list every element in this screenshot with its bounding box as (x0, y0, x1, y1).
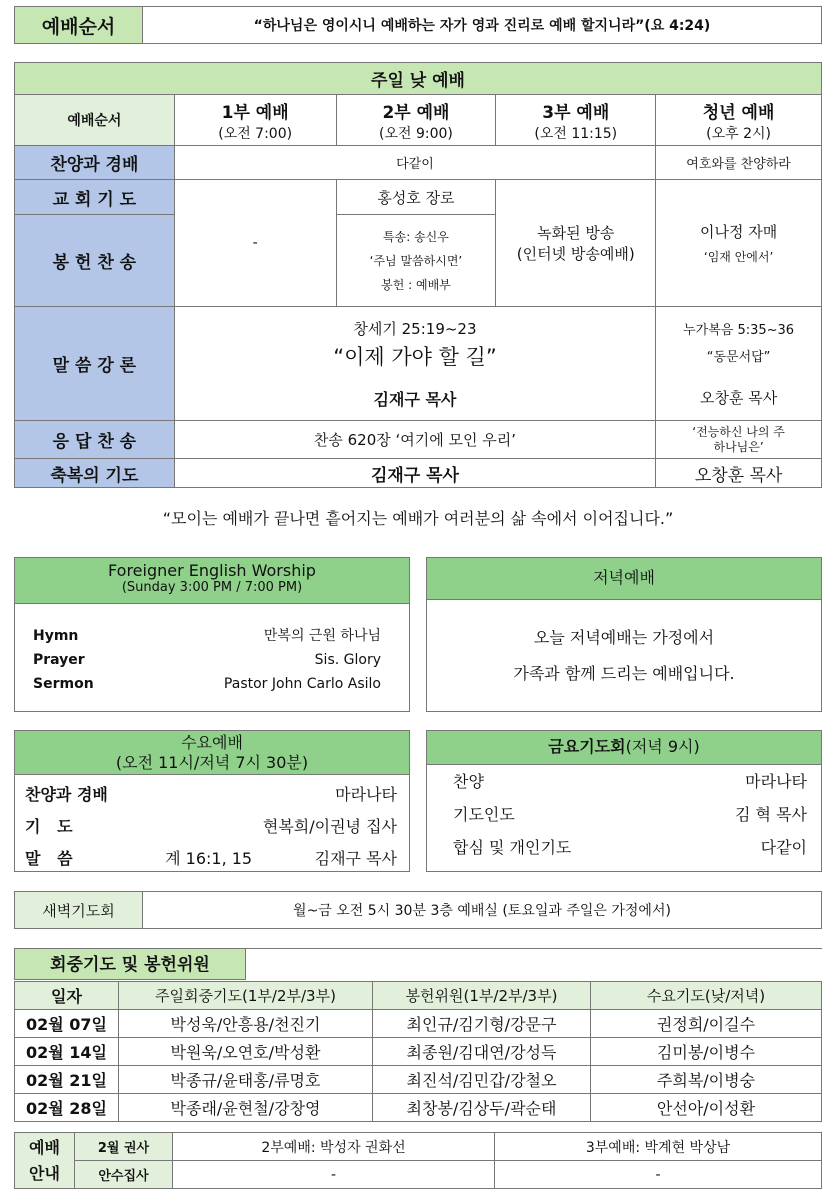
s3-broadcast: 녹화된 방송 (인터넷 방송예배) (496, 180, 656, 307)
friday-item: 합심 및 개인기도 다같이 (453, 838, 807, 857)
wednesday-title-bar (15, 731, 409, 775)
guide-r1-key: 2월 권사 (75, 1133, 173, 1161)
sunday-worship-table (14, 62, 822, 488)
row-response-label: 응 답 찬 송 (15, 421, 175, 459)
row-praise-all: 다같이 (174, 146, 655, 180)
guide-r1-a: 2부예배: 박성자 권화선 (173, 1133, 495, 1161)
row-blessing-label: 축복의 기도 (15, 459, 175, 488)
offering-youth: 이나정 자매 ‘임재 안에서’ (656, 180, 822, 307)
english-title-bar (15, 558, 409, 604)
table-row: 02월 28일 박종래/윤현철/강창영 최창봉/김상두/곽순태 안선아/이성환 (15, 1094, 822, 1122)
friday-item: 찬양 마라나타 (453, 772, 807, 791)
english-worship-box (14, 557, 410, 712)
service-1-header: 1부 예배 (오전 7:00) (174, 95, 336, 146)
guide-r2-b: - (495, 1161, 822, 1189)
wednesday-prayer: 기 도 현복희/이권녕 집사 (25, 817, 397, 836)
english-item: Sermon Pastor John Carlo Asilo (33, 676, 381, 692)
roster-rule (246, 948, 822, 949)
header-label: 예배순서 (15, 7, 143, 43)
closing-quote: “모이는 예배가 끝나면 흩어지는 예배가 여러분의 삶 속에서 이어집니다.” (162, 509, 674, 528)
service-2-header: 2부 예배 (오전 9:00) (336, 95, 496, 146)
sunday-title: 주일 낮 예배 (15, 63, 822, 95)
prayer-s2: 홍성호 장로 (336, 180, 496, 215)
roster-header-row: 일자 주일회중기도(1부/2부/3부) 봉헌위원(1부/2부/3부) 수요기도(낮/저녁) (15, 982, 822, 1010)
table-row: 02월 07일 박성욱/안흥용/천진기 최인규/김기형/강문구 권정희/이길수 (15, 1010, 822, 1038)
service-youth-header: 청년 예배 (오후 2시) (656, 95, 822, 146)
english-time: (Sunday 3:00 PM / 7:00 PM) (121, 580, 303, 595)
roster-table (14, 981, 822, 1122)
guide-label: 예배 안내 (15, 1133, 75, 1189)
friday-time: (저녁 9시) (625, 737, 700, 756)
friday-item: 기도인도 김 혁 목사 (453, 805, 807, 824)
row-offering-label: 봉 헌 찬 송 (15, 215, 175, 307)
evening-title: 저녁예배 (427, 558, 821, 600)
dawn-label: 새벽기도회 (15, 892, 143, 928)
evening-line2: 가족과 함께 드리는 예배입니다. (513, 664, 735, 683)
sermon-main: 창세기 25:19~23 “이제 가야 할 길” 김재구 목사 (174, 307, 655, 421)
row-sermon-label: 말 씀 강 론 (15, 307, 175, 421)
service-3-header: 3부 예배 (오전 11:15) (496, 95, 656, 146)
wednesday-time: (오전 11시/저녁 7시 30분) (115, 753, 309, 772)
english-title: Foreigner English Worship (108, 561, 316, 580)
guide-r2-key: 안수집사 (75, 1161, 173, 1189)
response-hymn: 찬송 620장 ‘여기에 모인 우리’ (174, 421, 655, 459)
table-row: 02월 21일 박종규/윤태홍/류명호 최진석/김민갑/강철오 주희복/이병숭 (15, 1066, 822, 1094)
guide-table (14, 1132, 822, 1189)
header-verse: “하나님은 영이시니 예배하는 자가 영과 진리로 예배 할지니라”(요 4:24) (253, 18, 711, 34)
friday-title: 금요기도회 (548, 737, 626, 756)
blessing-youth: 오창훈 목사 (656, 459, 822, 488)
guide-r2-a: - (173, 1161, 495, 1189)
wednesday-praise: 찬양과 경배 마라나타 (25, 785, 397, 804)
dawn-text: 월~금 오전 5시 30분 3층 예배실 (토요일과 주일은 가정에서) (293, 903, 671, 919)
evening-line1: 오늘 저녁예배는 가정에서 (533, 628, 715, 647)
sermon-youth: 누가복음 5:35~36 “동문서답” 오창훈 목사 (656, 307, 822, 421)
row-praise-label: 찬양과 경배 (15, 146, 175, 180)
row-prayer-label: 교 회 기 도 (15, 180, 175, 215)
friday-title-bar (427, 731, 821, 765)
blessing-pastor: 김재구 목사 (174, 459, 655, 488)
english-item: Hymn 만복의 근원 하나님 (33, 628, 381, 644)
evening-worship-box (426, 557, 822, 712)
response-youth: ‘전능하신 나의 주 하나님은’ (656, 421, 822, 459)
table-row: 02월 14일 박원욱/오연호/박성환 최종원/김대연/강성득 김미봉/이병수 (15, 1038, 822, 1066)
wednesday-worship-box (14, 730, 410, 872)
row-praise-youth: 여호와를 찬양하라 (656, 146, 822, 180)
dawn-prayer-bar (14, 891, 822, 929)
order-corner: 예배순서 (15, 95, 175, 146)
header-bar (14, 6, 822, 44)
offering-s2: 특송: 송신우 ‘주님 말씀하시면’ 봉헌 : 예배부 (336, 215, 496, 307)
wednesday-word: 말 씀 계 16:1, 15 김재구 목사 (25, 849, 397, 868)
friday-prayer-box (426, 730, 822, 872)
offering-s1: - (174, 180, 336, 307)
english-item: Prayer Sis. Glory (33, 652, 381, 668)
roster-title: 회중기도 및 봉헌위원 (14, 948, 246, 980)
guide-r1-b: 3부예배: 박계현 박상남 (495, 1133, 822, 1161)
wednesday-title: 수요예배 (181, 733, 243, 752)
